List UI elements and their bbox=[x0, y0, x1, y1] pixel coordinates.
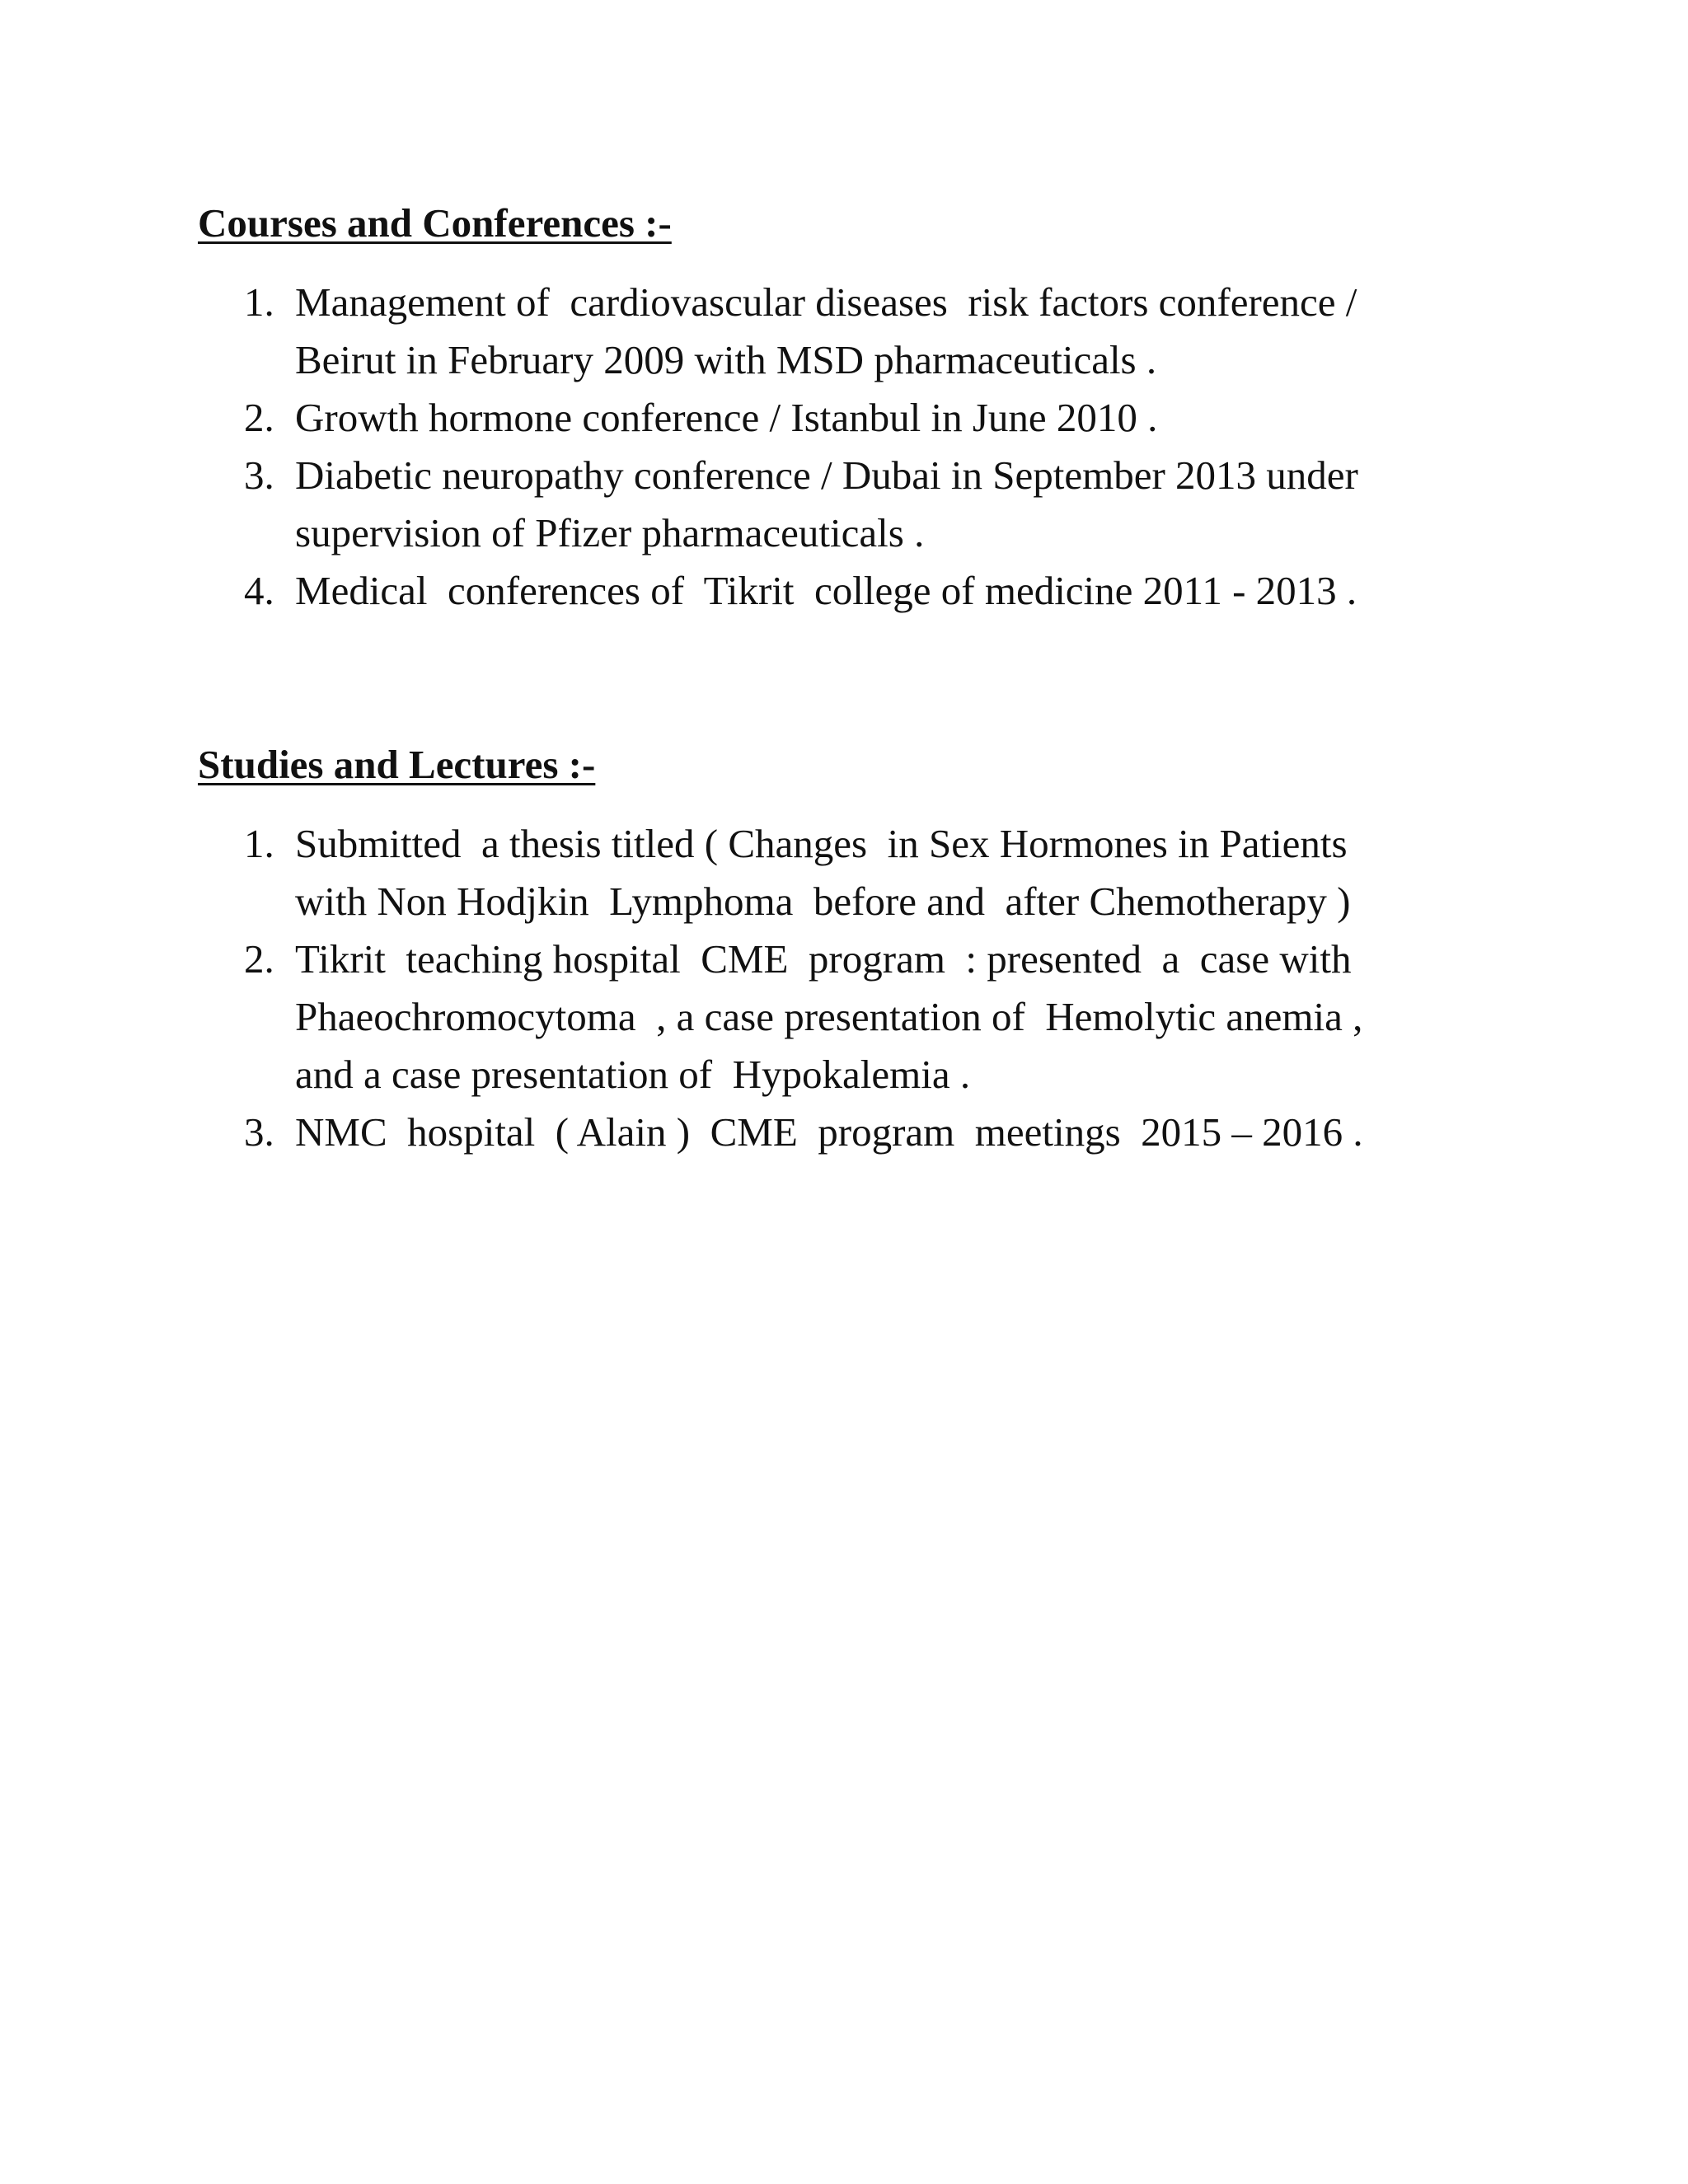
list-item bbox=[198, 815, 1550, 930]
list-item bbox=[198, 274, 1550, 389]
list-item bbox=[198, 447, 1550, 562]
item-text-line: Submitted a thesis titled ( Changes in Sex Hormones in Patients bbox=[295, 821, 1348, 866]
item-number: 2. bbox=[244, 395, 274, 440]
item-text-line: NMC hospital ( Alain ) CME program meetings 2015 – 2016 . bbox=[295, 1109, 1363, 1155]
list-item bbox=[198, 930, 1550, 1104]
courses-list bbox=[198, 274, 1550, 620]
item-text-line: and a case presentation of Hypokalemia . bbox=[295, 1052, 971, 1097]
section-heading: Courses and Conferences :- bbox=[198, 200, 672, 246]
courses-and-conferences-section bbox=[198, 194, 1550, 620]
item-number: 3. bbox=[244, 452, 274, 498]
item-text-line: Tikrit teaching hospital CME program : presented a case with bbox=[295, 936, 1352, 982]
list-item bbox=[198, 389, 1550, 447]
item-text-line: Beirut in February 2009 with MSD pharmaceuticals . bbox=[295, 337, 1157, 382]
item-text-line: Phaeochromocytoma , a case presentation of Hemolytic anemia , bbox=[295, 994, 1363, 1039]
item-text-line: Management of cardiovascular diseases risk factors conference / bbox=[295, 279, 1357, 325]
item-number: 2. bbox=[244, 936, 274, 982]
studies-and-lectures-section bbox=[198, 736, 1550, 1161]
item-number: 4. bbox=[244, 568, 274, 613]
item-text-line: supervision of Pfizer pharmaceuticals . bbox=[295, 510, 925, 555]
item-text-line: Medical conferences of Tikrit college of medicine 2011 - 2013 . bbox=[295, 568, 1357, 613]
item-number: 1. bbox=[244, 279, 274, 325]
item-number: 1. bbox=[244, 821, 274, 866]
list-item bbox=[198, 562, 1550, 620]
section-heading: Studies and Lectures :- bbox=[198, 742, 596, 787]
studies-list bbox=[198, 815, 1550, 1161]
item-text-line: with Non Hodjkin Lymphoma before and after Chemotherapy ) bbox=[295, 879, 1351, 924]
item-text-line: Diabetic neuropathy conference / Dubai in September 2013 under bbox=[295, 452, 1358, 498]
list-item bbox=[198, 1104, 1550, 1161]
item-text-line: Growth hormone conference / Istanbul in June 2010 . bbox=[295, 395, 1158, 440]
item-number: 3. bbox=[244, 1109, 274, 1155]
